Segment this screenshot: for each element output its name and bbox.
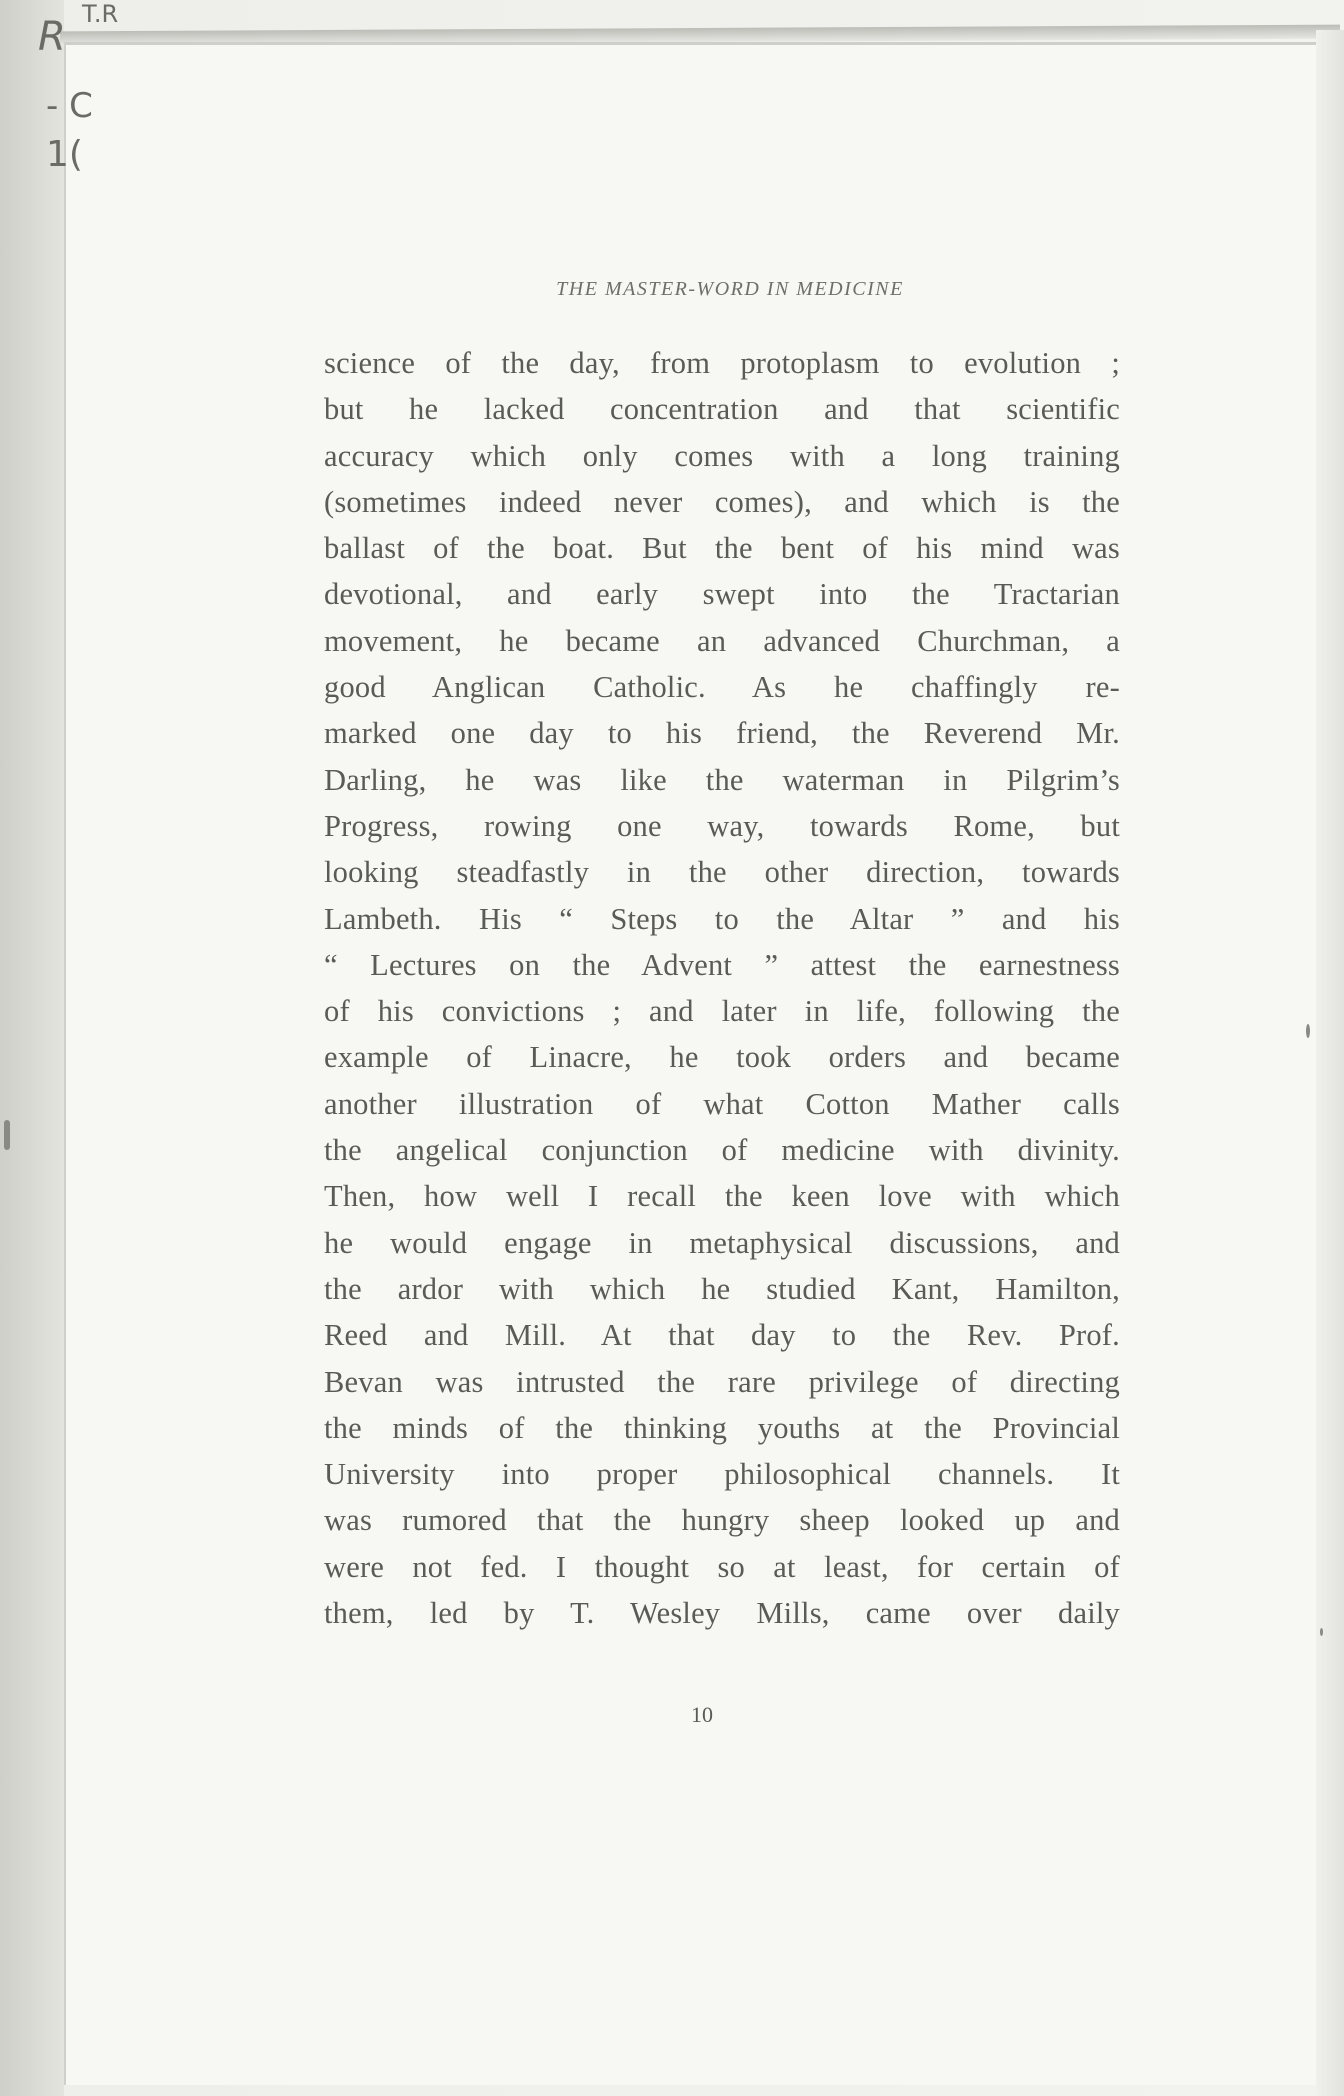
margin-note-line-1: R xyxy=(38,14,66,60)
margin-note-line-2: - C xyxy=(46,86,93,126)
scan-speck xyxy=(4,1120,10,1150)
scan-speck xyxy=(1306,1024,1310,1038)
text-line: marked one day to his friend, the Reverend Mr. xyxy=(324,716,1120,751)
text-line: University into proper philosophical channels. It xyxy=(324,1457,1120,1492)
body-text xyxy=(324,340,1120,1636)
text-line: Reed and Mill. At that day to the Rev. Prof. xyxy=(324,1318,1120,1353)
text-line: ballast of the boat. But the bent of his mind was xyxy=(324,531,1120,566)
text-line: but he lacked concentration and that scientific xyxy=(324,392,1120,427)
text-line: Bevan was intrusted the rare privilege of directing xyxy=(324,1364,1120,1399)
text-line: Then, how well I recall the keen love with which xyxy=(324,1179,1120,1214)
text-line: “ Lectures on the Advent ” attest the earnestness xyxy=(324,947,1120,982)
text-line: Darling, he was like the waterman in Pilgrim’s xyxy=(324,762,1120,797)
margin-note-line-3: 1( xyxy=(46,134,83,175)
text-line: looking steadfastly in the other direction, towards xyxy=(324,855,1120,890)
text-line: devotional, and early swept into the Tractarian xyxy=(324,577,1120,612)
text-line: the ardor with which he studied Kant, Hamilton, xyxy=(324,1271,1120,1306)
text-line: accuracy which only comes with a long training xyxy=(324,438,1120,473)
scan-speck xyxy=(1320,1628,1323,1636)
margin-note-line-1b: T.R xyxy=(82,0,119,28)
handwritten-margin-note xyxy=(38,0,148,176)
text-line: of his convictions ; and later in life, following the xyxy=(324,994,1120,1029)
page-edge-right xyxy=(1316,30,1344,2096)
text-line: was rumored that the hungry sheep looked up and xyxy=(324,1503,1120,1538)
text-line: the angelical conjunction of medicine with divinity. xyxy=(324,1133,1120,1168)
running-head: THE MASTER-WORD IN MEDICINE xyxy=(556,278,904,300)
text-line: good Anglican Catholic. As he chaffingly re- xyxy=(324,670,1120,705)
text-line: Progress, rowing one way, towards Rome, but xyxy=(324,808,1120,843)
text-line: were not fed. I thought so at least, for certain of xyxy=(324,1549,1120,1584)
binding-margin xyxy=(0,0,64,2096)
text-line: the minds of the thinking youths at the Provincial xyxy=(324,1410,1120,1445)
text-line: movement, he became an advanced Churchman, a xyxy=(324,623,1120,658)
text-line: science of the day, from protoplasm to evolution ; xyxy=(324,346,1120,380)
text-line: them, led by T. Wesley Mills, came over daily xyxy=(324,1596,1120,1631)
text-line: example of Linacre, he took orders and became xyxy=(324,1040,1120,1075)
text-line: (sometimes indeed never comes), and which is the xyxy=(324,484,1120,519)
page-number: 10 xyxy=(691,1702,713,1727)
text-line: Lambeth. His “ Steps to the Altar ” and his xyxy=(324,901,1120,936)
text-line: he would engage in metaphysical discussions, and xyxy=(324,1225,1120,1260)
text-line: another illustration of what Cotton Mather calls xyxy=(324,1086,1120,1121)
